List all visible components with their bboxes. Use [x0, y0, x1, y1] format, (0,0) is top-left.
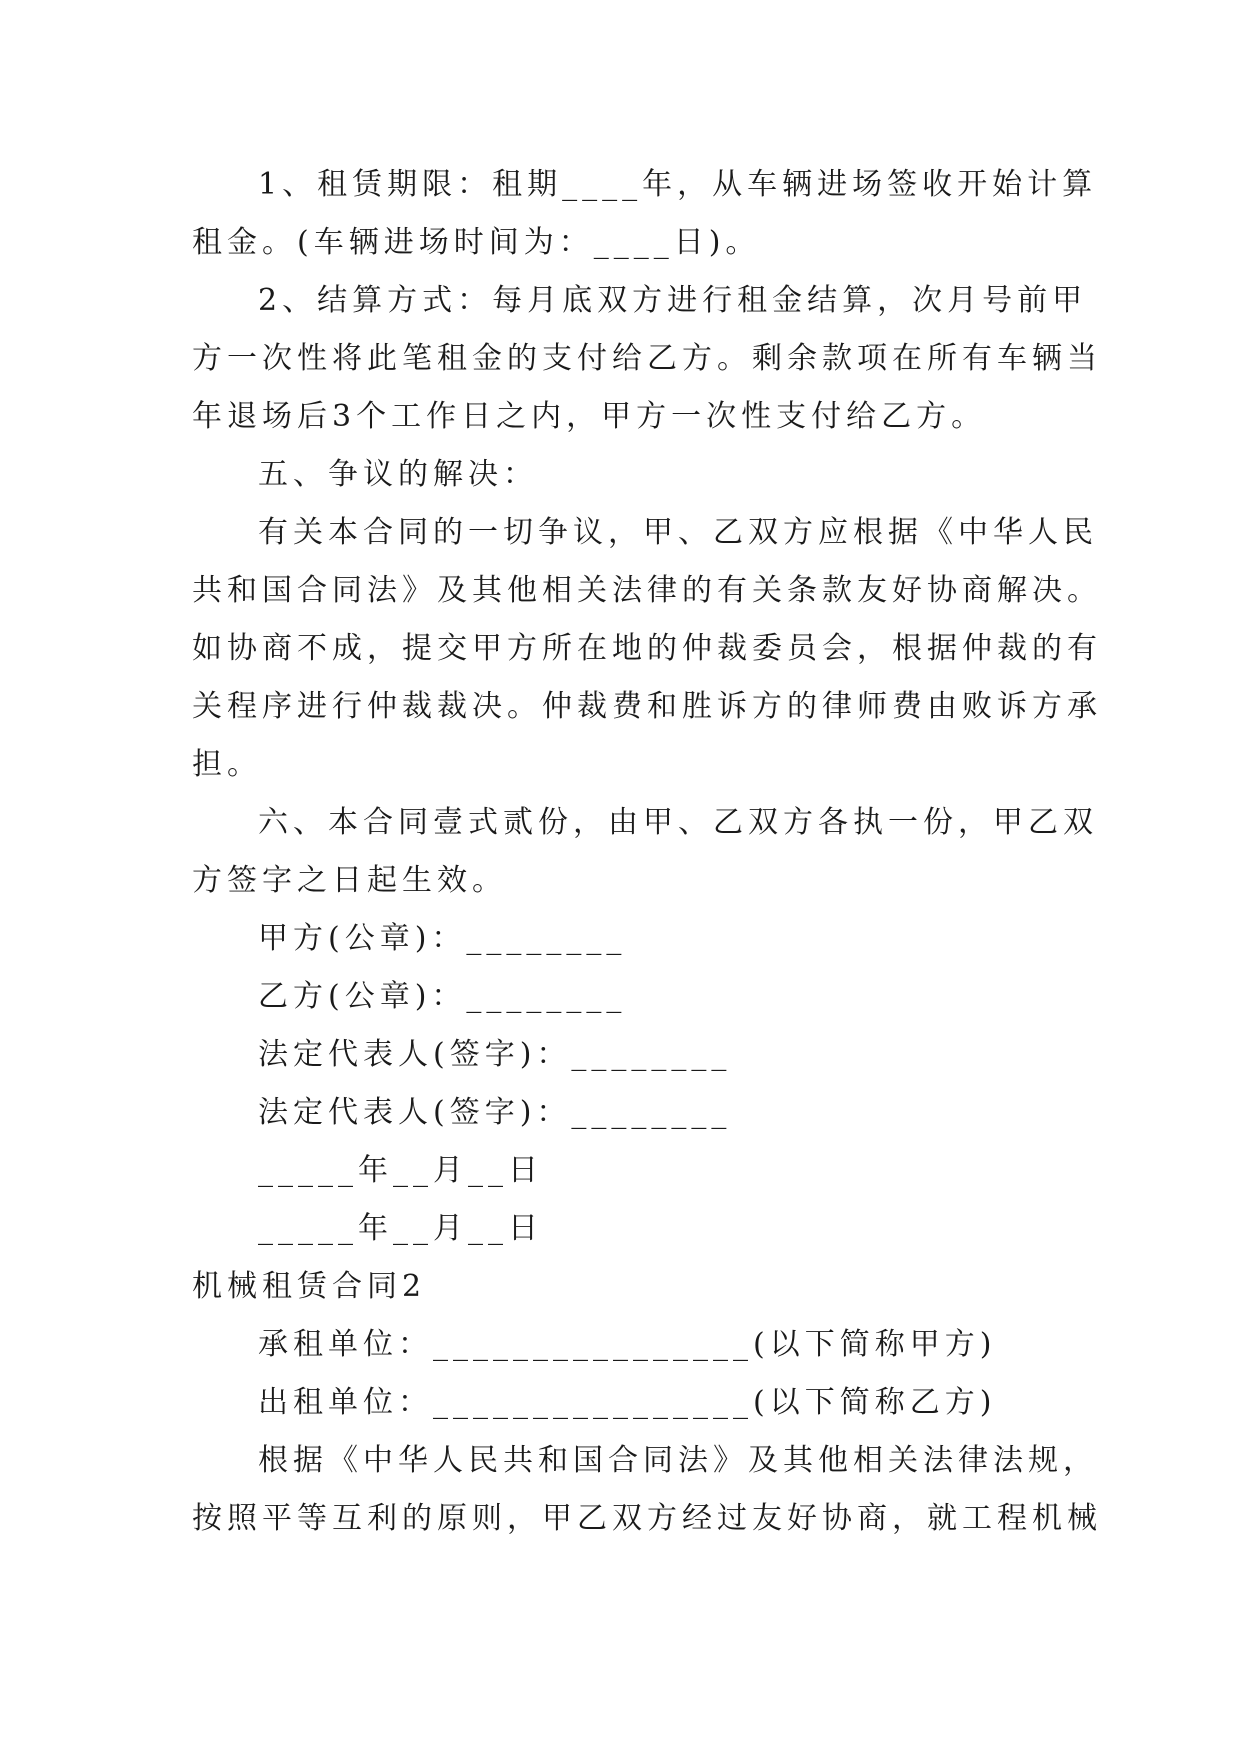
clause-settlement-line-1: 2、结算方式：每月底双方进行租金结算，次月号前甲 — [258, 283, 1088, 318]
section-copies-line-1: 六、本合同壹式贰份，由甲、乙双方各执一份，甲乙双 — [258, 805, 1098, 840]
dispute-paragraph-line-1: 有关本合同的一切争议，甲、乙双方应根据《中华人民 — [258, 515, 1098, 550]
signature-party-a-seal: 甲方(公章)：________ — [258, 921, 627, 956]
preamble-line-1: 根据《中华人民共和国合同法》及其他相关法律法规， — [258, 1443, 1098, 1478]
lessor-unit-line: 出租单位：________________(以下简称乙方) — [258, 1385, 997, 1420]
preamble-line-2: 按照平等互利的原则，甲乙双方经过友好协商，就工程机械 — [192, 1501, 1102, 1536]
signature-party-b-seal: 乙方(公章)：________ — [258, 979, 627, 1014]
section-copies-line-2: 方签字之日起生效。 — [192, 863, 507, 898]
dispute-paragraph-line-3: 如协商不成，提交甲方所在地的仲裁委员会，根据仲裁的有 — [192, 631, 1102, 666]
dispute-paragraph-line-4: 关程序进行仲裁裁决。仲裁费和胜诉方的律师费由败诉方承 — [192, 689, 1102, 724]
section-dispute-heading: 五、争议的解决： — [258, 457, 538, 492]
signature-date-b: _____年__月__日 — [258, 1211, 543, 1246]
dispute-paragraph-line-2: 共和国合同法》及其他相关法律的有关条款友好协商解决。 — [192, 573, 1102, 608]
lessee-unit-line: 承租单位：________________(以下简称甲方) — [258, 1327, 997, 1362]
clause-lease-term-line-2: 租金。(车辆进场时间为：____日)。 — [192, 225, 761, 260]
clause-settlement-line-2: 方一次性将此笔租金的支付给乙方。剩余款项在所有车辆当 — [192, 341, 1102, 376]
contract-2-title: 机械租赁合同2 — [192, 1269, 427, 1304]
signature-date-a: _____年__月__日 — [258, 1153, 543, 1188]
signature-legal-rep-b: 法定代表人(签字)：________ — [258, 1095, 732, 1130]
dispute-paragraph-line-5: 担。 — [192, 747, 262, 782]
signature-legal-rep-a: 法定代表人(签字)：________ — [258, 1037, 732, 1072]
clause-settlement-line-3: 年退场后3个工作日之内，甲方一次性支付给乙方。 — [192, 399, 987, 434]
clause-lease-term-line-1: 1、租赁期限：租期____年，从车辆进场签收开始计算 — [258, 167, 1098, 202]
